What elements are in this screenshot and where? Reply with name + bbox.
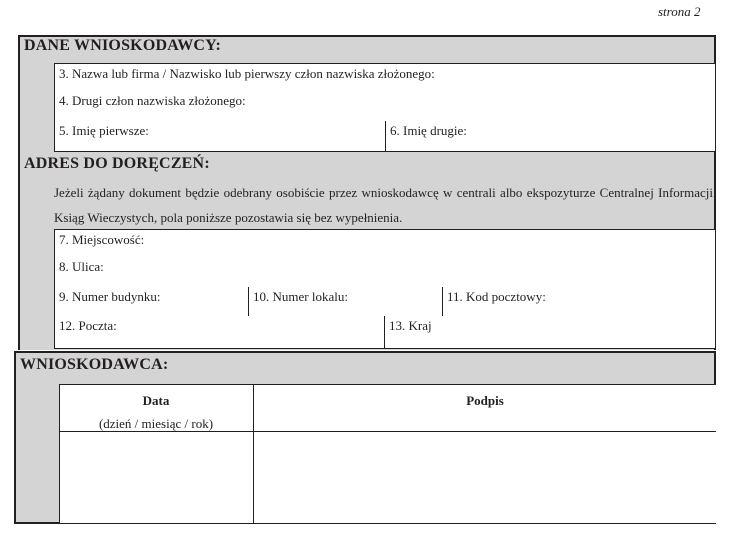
date-format-hint: (dzień / miesiąc / rok) bbox=[98, 416, 214, 431]
building-number-field[interactable] bbox=[54, 287, 249, 317]
country-field[interactable] bbox=[384, 316, 716, 349]
unit-number-field[interactable] bbox=[248, 287, 443, 317]
name-or-firm-field[interactable] bbox=[54, 63, 716, 92]
city-field[interactable] bbox=[54, 229, 716, 258]
postal-code-field[interactable] bbox=[442, 287, 716, 317]
name-or-firm-label: 3. Nazwa lub firma / Nazwisko lub pierwszy człon nazwiska złożonego: bbox=[59, 66, 435, 81]
date-input-cell[interactable] bbox=[61, 433, 252, 522]
page-number: strona 2 bbox=[658, 4, 701, 19]
second-surname-field[interactable] bbox=[54, 91, 716, 122]
unit-number-label: 10. Numer lokalu: bbox=[253, 289, 348, 304]
signature-input-cell[interactable] bbox=[255, 433, 714, 522]
first-name-field[interactable] bbox=[54, 121, 386, 152]
country-label: 13. Kraj bbox=[389, 318, 432, 333]
second-name-field[interactable] bbox=[385, 121, 716, 152]
delivery-address-title: ADRES DO DORĘCZEŃ: bbox=[24, 155, 210, 172]
postal-code-label: 11. Kod pocztowy: bbox=[447, 289, 546, 304]
building-number-label: 9. Numer budynku: bbox=[59, 289, 161, 304]
second-name-label: 6. Imię drugie: bbox=[390, 123, 467, 138]
street-label: 8. Ulica: bbox=[59, 259, 104, 274]
second-surname-label: 4. Drugi człon nazwiska złożonego: bbox=[59, 93, 246, 108]
signature-title: WNIOSKODAWCA: bbox=[20, 356, 169, 373]
post-office-label: 12. Poczta: bbox=[59, 318, 117, 333]
post-office-field[interactable] bbox=[54, 316, 385, 349]
date-header: Data bbox=[142, 393, 170, 408]
first-name-label: 5. Imię pierwsze: bbox=[59, 123, 149, 138]
signature-header: Podpis bbox=[466, 393, 504, 408]
street-field[interactable] bbox=[54, 257, 716, 288]
city-label: 7. Miejscowość: bbox=[59, 232, 145, 247]
delivery-address-note: Jeżeli żądany dokument będzie odebrany osobiście przez wnioskodawcę w centrali albo ekspozyturze Centralnej Informacji Ksiąg Wieczystych, pola poniższe pozostawia się bez wypełnienia. bbox=[54, 185, 713, 225]
applicant-data-title: DANE WNIOSKODAWCY: bbox=[24, 37, 221, 54]
